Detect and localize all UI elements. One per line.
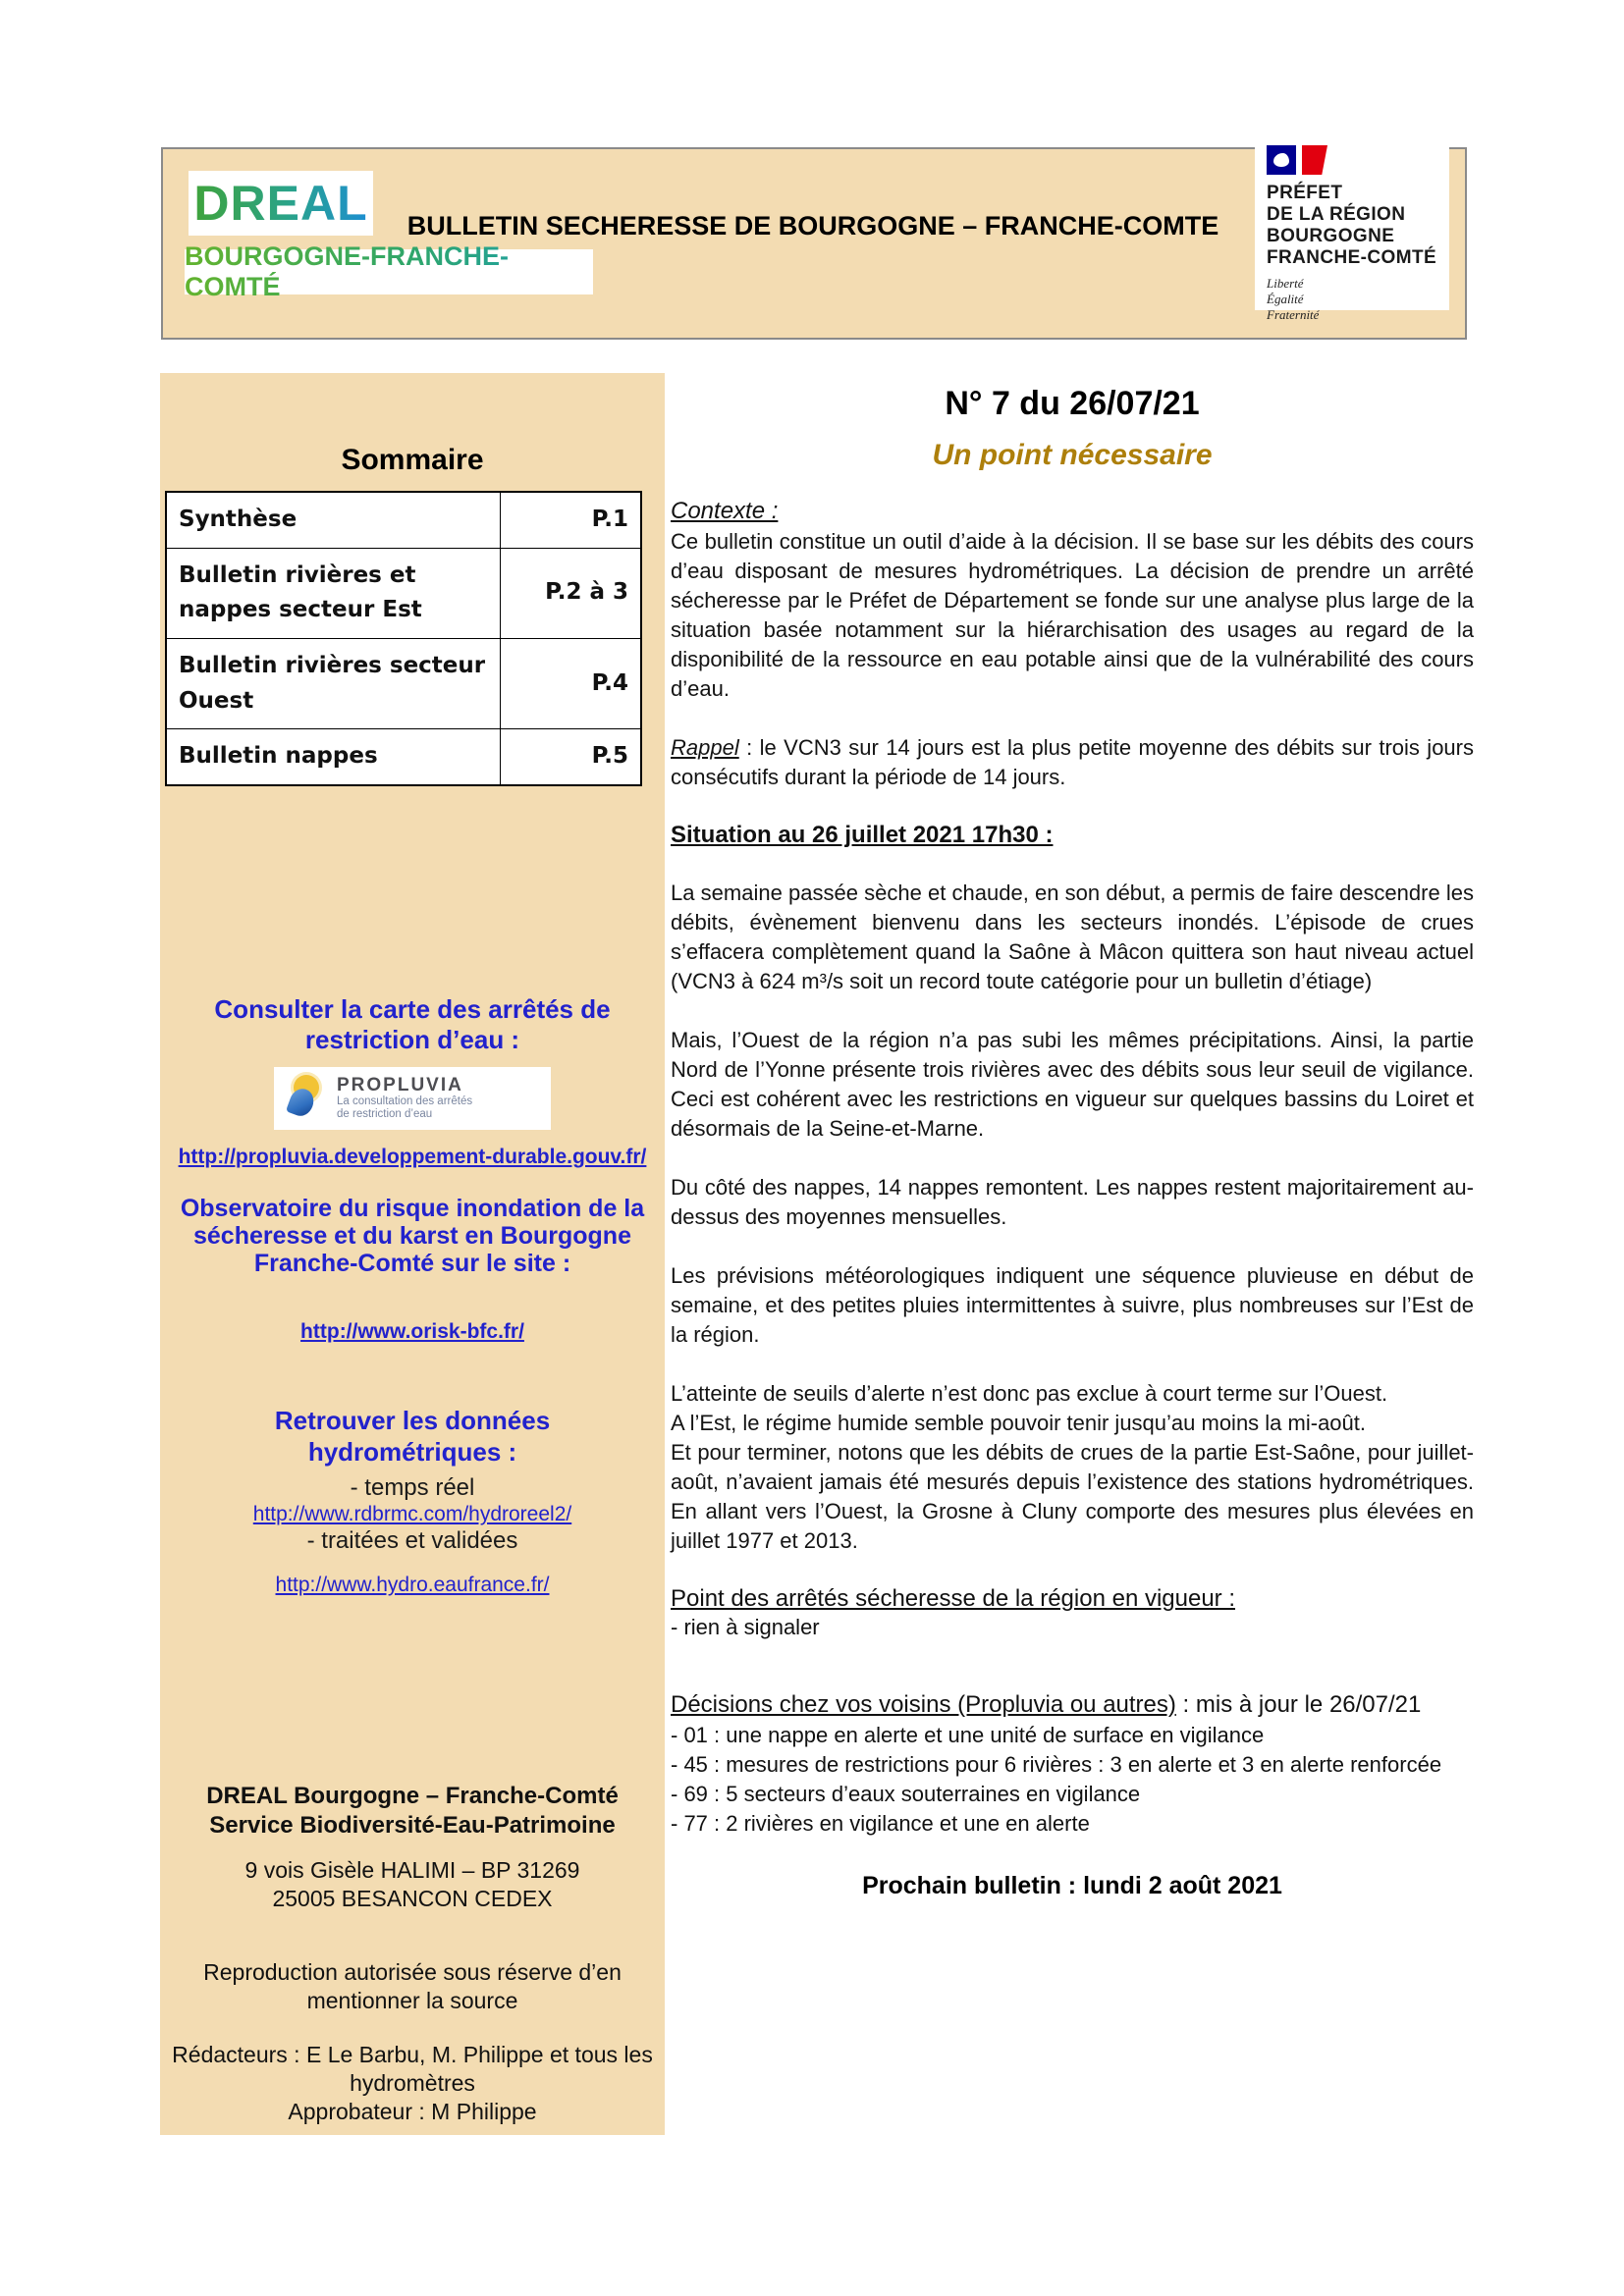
toc-label-nappes[interactable]: Bulletin nappes <box>166 729 501 785</box>
credits-approbateur: Approbateur : M Philippe <box>288 2098 537 2124</box>
page-title: BULLETIN SECHERESSE DE BOURGOGNE – FRANCHE-COMTE <box>406 211 1219 240</box>
dreal-logo-text: DREAL <box>193 176 368 231</box>
hydroreel-link[interactable]: http://www.rdbrmc.com/hydroreel2/ <box>252 1502 572 1525</box>
paragraph-semaine: La semaine passée sèche et chaude, en son début, a permis de faire descendre les débits, évènement bienvenu dans les secteurs inondés. L’épisode de crues s’effacera complètement quand la Saône à Mâcon quittera son haut niveau actuel (VCN3 à 624 m³/s soit un record toute catégorie pour un bulletin d’étiage) <box>671 881 1474 993</box>
table-row[interactable] <box>166 729 641 785</box>
toc-page-synthese: P.1 <box>501 492 642 548</box>
reproduction-notice: Reproduction autorisée sous réserve d’en mentionner la source <box>203 1958 622 2013</box>
orisk-heading: Observatoire du risque inondation de la sécheresse et du karst en Bourgogne Franche-Comté sur le site : <box>180 1194 645 1277</box>
flag-red-panel <box>1302 145 1327 175</box>
next-bulletin-notice: Prochain bulletin : lundi 2 août 2021 <box>862 1872 1282 1899</box>
rappel-paragraph <box>671 733 1474 792</box>
propluvia-name: PROPLUVIA <box>337 1074 463 1095</box>
table-row[interactable] <box>166 638 641 728</box>
table-row[interactable] <box>166 548 641 638</box>
contexte-label: Contexte : <box>671 498 779 524</box>
situation-heading: Situation au 26 juillet 2021 17h30 : <box>671 822 1054 848</box>
prefet-line-1: PRÉFET <box>1267 183 1343 203</box>
arretes-region-item: - rien à signaler <box>671 1615 820 1639</box>
motto-liberte: Liberté <box>1267 276 1304 291</box>
decisions-rest-part: : mis à jour le 26/07/21 <box>1175 1691 1422 1718</box>
prefet-logo <box>1255 135 1449 322</box>
toc-label-synthese[interactable]: Synthèse <box>166 492 501 548</box>
orisk-link[interactable]: http://www.orisk-bfc.fr/ <box>300 1319 524 1343</box>
hydro-item-traitees: - traitées et validées <box>306 1526 518 1554</box>
propluvia-logo[interactable] <box>274 1067 551 1130</box>
hydro-item-temps-reel: - temps réel <box>350 1473 475 1501</box>
toc-label-rivieres-nappes-est[interactable]: Bulletin rivières et nappes secteur Est <box>166 548 501 638</box>
french-flag-icon <box>1267 145 1449 177</box>
eaufrance-link[interactable]: http://www.hydro.eaufrance.fr/ <box>275 1573 550 1596</box>
decision-item-01: - 01 : une nappe en alerte et une unité de surface en vigilance <box>671 1723 1265 1747</box>
paragraph-previsions: Les prévisions météorologiques indiquent une séquence pluvieuse en début de semaine, et des petites pluies intermittentes à suivre, plus nombreuses sur l’Est de la région. <box>671 1263 1474 1347</box>
sommaire-table <box>165 491 642 786</box>
main-content <box>671 385 1474 1900</box>
contexte-paragraph: Ce bulletin constitue un outil d’aide à la décision. Il se base sur les débits des cours d’eau disposant de mesures hydrométriques. La décision de prendre un arrêté sécheresse par le Préfet de Département se fonde sur une analyse plus large de la situation basée notamment sur la hiérarchisation des usages au regard de la disponibilité de la ressource en eau potable ainsi que de la vulnérabilité des cours d’eau. <box>671 529 1474 701</box>
prefet-line-4: FRANCHE-COMTÉ <box>1267 247 1437 268</box>
credits-redacteurs: Rédacteurs : E Le Barbu, M. Philippe et tous les hydromètres <box>172 2041 653 2096</box>
decision-item-77: - 77 : 2 rivières en vigilance et une en alerte <box>671 1811 1090 1836</box>
sidebar <box>160 373 665 2135</box>
header-band <box>161 147 1467 340</box>
org-address-street: 9 vois Gisèle HALIMI – BP 31269 <box>244 1856 580 1883</box>
decisions-voisins-heading <box>671 1689 1474 1721</box>
bulletin-subtitle: Un point nécessaire <box>932 439 1213 471</box>
org-service: Service Biodiversité-Eau-Patrimoine <box>209 1811 616 1839</box>
consult-map-heading: Consulter la carte des arrêtés de restriction d’eau : <box>214 993 611 1054</box>
arretes-region-heading: Point des arrêtés sécheresse de la région en vigueur : <box>671 1585 1236 1612</box>
toc-page-rivieres-ouest: P.4 <box>501 638 642 728</box>
org-name: DREAL Bourgogne – Franche-Comté <box>206 1782 619 1809</box>
org-address-city: 25005 BESANCON CEDEX <box>272 1885 553 1911</box>
propluvia-tagline-1: La consultation des arrêtés <box>337 1095 473 1107</box>
toc-page-nappes: P.5 <box>501 729 642 785</box>
flag-blue-marianne <box>1267 145 1296 175</box>
propluvia-link[interactable]: http://propluvia.developpement-durable.gouv.fr/ <box>178 1145 647 1168</box>
motto-egalite: Égalité <box>1267 292 1304 306</box>
flag-white-gap <box>1296 145 1302 175</box>
decision-item-45: - 45 : mesures de restrictions pour 6 rivières : 3 en alerte et 3 en alerte renforcée <box>671 1752 1442 1777</box>
sommaire-title: Sommaire <box>341 444 484 476</box>
propluvia-tagline-2: de restriction d’eau <box>337 1107 433 1120</box>
prefet-line-3: BOURGOGNE <box>1267 226 1395 246</box>
dreal-logo <box>189 171 373 236</box>
toc-page-rivieres-nappes-est: P.2 à 3 <box>501 548 642 638</box>
dreal-region-strip <box>185 241 593 301</box>
decision-item-69: - 69 : 5 secteurs d’eaux souterraines en vigilance <box>671 1782 1141 1806</box>
rappel-text: : le VCN3 sur 14 jours est la plus petite moyenne des débits sur trois jours consécutifs durant la période de 14 jours. <box>671 735 1474 789</box>
motto-fraternite: Fraternité <box>1267 307 1320 322</box>
paragraph-terminer: Et pour terminer, notons que les débits de crues de la partie Est-Saône, pour juillet-août, n’avaient jamais été mesurés depuis l’existence des stations hydrométriques. En allant vers l’Ouest, la Grosne à Cluny comporte des mesures plus élevées en juillet 1977 et 2013. <box>671 1440 1474 1553</box>
decisions-underlined-part: Décisions chez vos voisins (Propluvia ou autres) <box>671 1691 1176 1718</box>
table-row[interactable] <box>166 492 641 548</box>
paragraph-ouest: Mais, l’Ouest de la région n’a pas subi les mêmes précipitations. Ainsi, la partie Nord de l’Yonne présente trois rivières avec des débits sous leur seuil de vigilance. Ceci est cohérent avec les restrictions en vigueur sur quelques bassins du Loiret et désormais de la Seine-et-Marne. <box>671 1028 1474 1141</box>
toc-label-rivieres-ouest[interactable]: Bulletin rivières secteur Ouest <box>166 638 501 728</box>
paragraph-est: A l’Est, le régime humide semble pouvoir tenir jusqu’au moins la mi-août. <box>671 1411 1366 1435</box>
hydro-data-heading: Retrouver les données hydrométriques : <box>274 1405 551 1467</box>
paragraph-nappes: Du côté des nappes, 14 nappes remontent. Les nappes restent majoritairement au-dessus des moyennes mensuelles. <box>671 1175 1474 1229</box>
prefet-line-2: DE LA RÉGION <box>1267 204 1406 225</box>
propluvia-sun-drop-icon <box>282 1073 331 1124</box>
rappel-label: Rappel <box>671 735 739 760</box>
issue-number: N° 7 du 26/07/21 <box>945 385 1200 422</box>
dreal-region-text: BOURGOGNE-FRANCHE-COMTÉ <box>185 241 593 302</box>
paragraph-atteinte: L’atteinte de seuils d’alerte n’est donc pas exclue à court terme sur l’Ouest. <box>671 1381 1388 1406</box>
